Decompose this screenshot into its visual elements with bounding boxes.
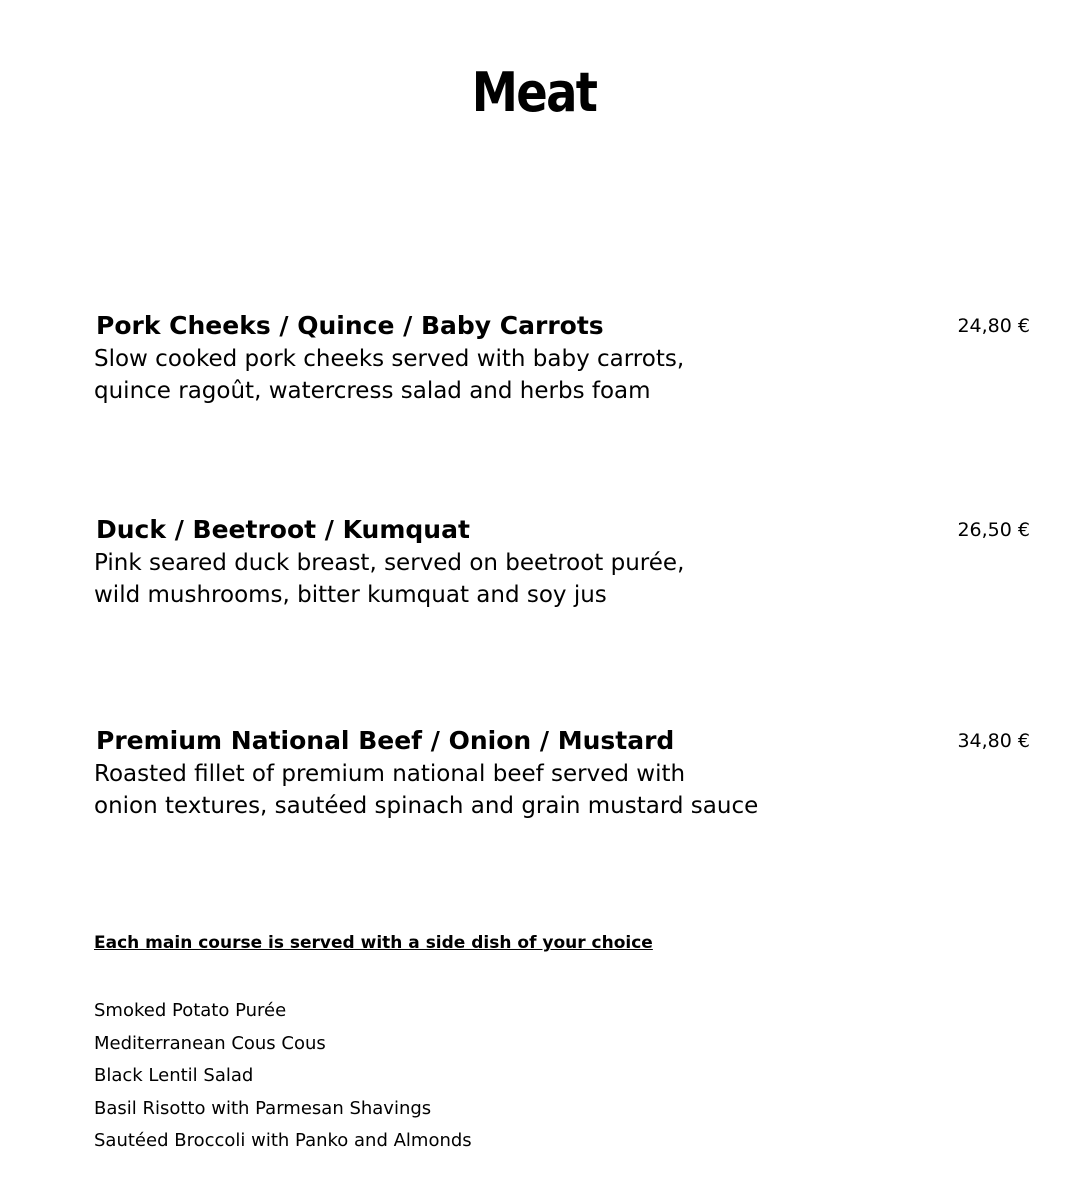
dish-name: Duck / Beetroot / Kumquat [96,515,470,544]
dish-description [94,343,684,407]
dish-price: 34,80 € [957,730,1030,752]
sides-heading: Each main course is served with a side dish of your choice [94,933,653,953]
side-dish-item: Basil Risotto with Parmesan Shavings [94,1097,432,1119]
dish-description-line: onion textures, sautéed spinach and grain mustard sauce [94,793,759,819]
dish-description [94,758,758,822]
dish-description-line: Pink seared duck breast, served on beetroot purée, [94,550,685,576]
dish-price: 26,50 € [957,519,1030,541]
side-dish-item: Black Lentil Salad [94,1065,254,1087]
dish-name: Premium National Beef / Onion / Mustard [96,726,675,755]
side-dish-item: Smoked Potato Purée [94,1000,287,1021]
side-dish-item: Sautéed Broccoli with Panko and Almonds [94,1130,472,1152]
side-dish-item: Mediterranean Cous Cous [94,1032,326,1054]
dish-description-line: Roasted fillet of premium national beef served with [94,761,686,787]
dish-description-line: quince ragoût, watercress salad and herbs foam [94,378,651,404]
sides-list [94,995,472,1158]
page-title: Meat [471,61,597,124]
dish-description-line: Slow cooked pork cheeks served with baby carrots, [94,346,685,372]
dish-price: 24,80 € [957,315,1030,337]
dish-name: Pork Cheeks / Quince / Baby Carrots [96,311,604,340]
dish-description-line: wild mushrooms, bitter kumquat and soy jus [94,582,607,608]
dish-description [94,547,684,611]
